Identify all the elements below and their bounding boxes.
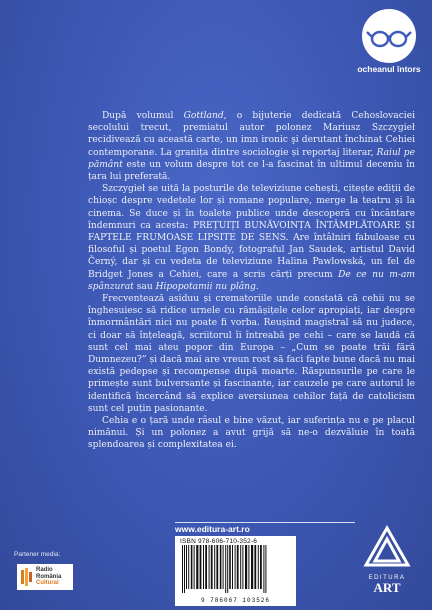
barcode-bar [191,545,193,589]
barcode-bar [227,545,228,593]
blurb-paragraph [88,183,415,293]
barcode-bar [194,545,195,589]
book-title: De ce nu m-am spânzurat [88,269,415,292]
barcode-bar [225,545,226,593]
blurb-text-run: După volumul [102,111,184,121]
barcode-bar [205,545,207,589]
publisher-logo [357,525,417,594]
barcode-bar [260,545,262,589]
radio-line-3: Cultural [36,580,59,587]
arch-logo-icon [363,525,411,569]
barcode-bar [265,545,266,593]
isbn-number: ISBN 978-606-710-352-6 [180,538,258,545]
book-title: Hipopotamii nu plâng [155,281,256,292]
barcode-bar [242,545,243,589]
barcode-bar [240,545,241,589]
radio-logo-text [36,567,61,587]
barcode-bar [248,545,249,589]
barcode-bar [258,545,259,589]
footer-divider [175,522,355,523]
publisher-url: www.editura-art.ro [175,524,250,534]
barcode-bar [184,545,185,593]
barcode-bar [214,545,215,589]
barcode-bar [216,545,218,589]
blurb-paragraph [88,415,415,452]
barcode-bar [232,545,233,589]
publisher-art: ART [373,580,401,595]
barcode-bar [182,545,183,593]
book-title: Gottland [183,111,224,121]
barcode-bar [263,545,264,593]
barcode-bar [251,545,253,589]
barcode-bar [209,545,210,589]
blurb-text-run: Frecventează asiduu și crematoriile unde constată că cehii nu se înghesuiesc să ridice urnele cu rămășițele celor apropiați, iar despre înmormântări nici nu poate fi vorba. Reușind magistral să nu judece, ci doar să înțeleagă, scriitorul îi întreabă pe cehi – care se laudă că sunt cel mai ateu popor din Europa – „Cum se poate trăi fără Dumnezeu?” și dacă mai are vreun rost să faci fapte bune dacă nu mai există pedepse și recompense după moarte. Răspunsurile pe care le primește sunt bulversante și fascinante, iar cauzele pe care autorul le identifică încercând să explice aversiunea cehilor față de catolicism sunt cel puțin pasionante. [88,294,415,414]
blurb-text-run: , o bijuterie dedicată Cehoslovaciei secolului trecut, premiatul autor polonez Mariusz Szczygieł recidivează cu această carte, un imn ironic şi derutant închinat Cehiei contemporane. La granița dintre sociologie și reportaj literar, [88,111,415,158]
barcode-bars [180,545,290,593]
blurb-text-run: . [255,281,259,292]
series-label: ocheanul întors [357,64,421,74]
publisher-name: EDITURA [368,575,406,581]
radio-wave-icon [21,568,33,586]
barcode-bar [235,545,236,589]
radio-romania-cultural-logo [17,564,73,590]
barcode-bar [203,545,204,589]
isbn-barcode [175,536,296,606]
blurb-text-run: Szczygieł se uită la posturile de televiziune cehești, citește ediții de chioșc despre vedetele lor și romane populare, merge la teatru și la cinema. Se duce și în toalete publice unde descoperă cu încântare îndemnuri ca acesta: PREȚUIȚI BUNĂVOINȚA ÎNTÂMPLĂTOARE ȘI FAPTELE FRUMOASE LIPSITE DE SENS. Are întâlniri fabuloase cu filosoful și poetul Egon Bondy, fotograful Jan Saudek, artistul David Černý, dar și cu vedeta de televiziune Halina Pawlowská, un fel de Bridget Jones a Cehiei, care a scris cărți precum [88,184,415,280]
book-title: Raiul pe pământ [88,147,415,170]
barcode-bar [188,545,189,589]
barcode-digits: 9 786067 103526 [200,597,270,604]
media-partner-label: Partener media: [14,551,61,558]
blurb-text-run: este un volum despre tot ce l-a fascinat în ultimul deceniu în țara lui preferată. [88,159,415,183]
blurb-text-run: Cehia e o țară unde râsul e bine văzut, iar suferința nu e pe placul nimănui. Și un polonez a avut grijă să ne-o dezvăluie în toată splendoarea și complexitatea ei. [88,416,415,451]
barcode-bar [211,545,213,589]
blurb-text-run: sau [133,281,156,292]
blurb-paragraph [88,293,415,415]
series-badge [354,8,424,74]
barcode-bar [200,545,202,589]
radio-line-2: România [36,573,62,580]
barcode-bar [254,545,256,589]
barcode-bar [245,545,247,589]
eyeglasses-icon [361,8,417,64]
barcode-bar [196,545,198,589]
barcode-bar [237,545,239,589]
radio-line-1: Radio [36,567,53,574]
barcode-bar [220,545,222,589]
blurb-paragraph [88,110,415,183]
barcode-bar [223,545,224,589]
barcode-bar [229,545,231,589]
blurb-text [88,110,415,452]
barcode-bar [186,545,187,589]
